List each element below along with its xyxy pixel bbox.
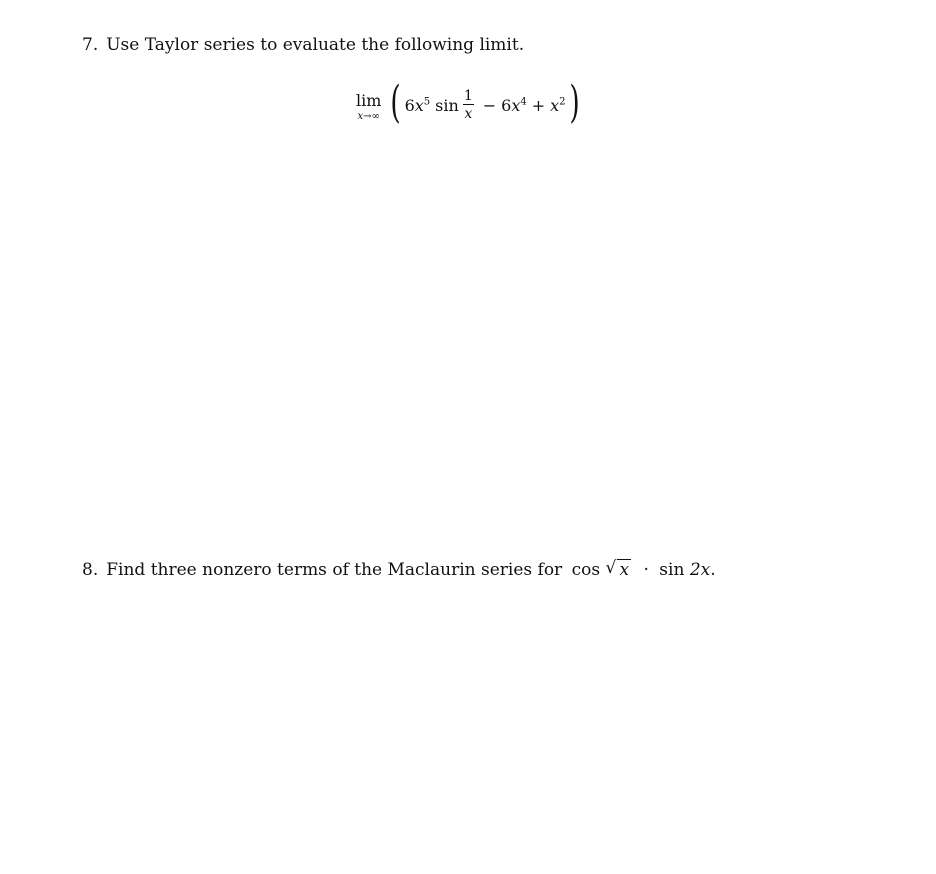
limit-operator [356, 90, 382, 122]
problem-8 [82, 560, 716, 580]
square-root [605, 560, 631, 580]
problem-text: Find three nonzero terms of the Maclaurin series for [106, 560, 563, 580]
sin-func: sin [659, 560, 685, 580]
cos-func: cos [571, 560, 601, 580]
limit-expression [356, 77, 583, 130]
problem-number: 8. [82, 560, 99, 580]
fraction [463, 89, 474, 121]
term-2: $6x^4$ [501, 95, 527, 115]
period: . [710, 560, 716, 580]
lim-word: lim [356, 90, 382, 110]
fraction-numerator: 1 [463, 88, 473, 104]
problem-7 [82, 35, 524, 55]
sqrt-argument: x [619, 560, 630, 580]
multiply-dot: · [643, 560, 649, 580]
fraction-denominator: x [464, 106, 473, 122]
lim-subscript: x→∞ [357, 110, 380, 122]
right-paren: ) [568, 77, 580, 128]
problem-text: Use Taylor series to evaluate the following limit. [106, 35, 525, 55]
term-3: $x^2$ [550, 95, 566, 115]
minus-sign: − [482, 95, 497, 115]
sin-argument: 2x [689, 560, 711, 580]
left-paren: ( [390, 77, 402, 128]
sin-func: sin [435, 95, 459, 115]
problem-number: 7. [82, 35, 99, 55]
term-1: $6x^5$ [404, 95, 431, 115]
plus-sign: + [531, 95, 546, 115]
radical-sign: √ [605, 558, 617, 578]
